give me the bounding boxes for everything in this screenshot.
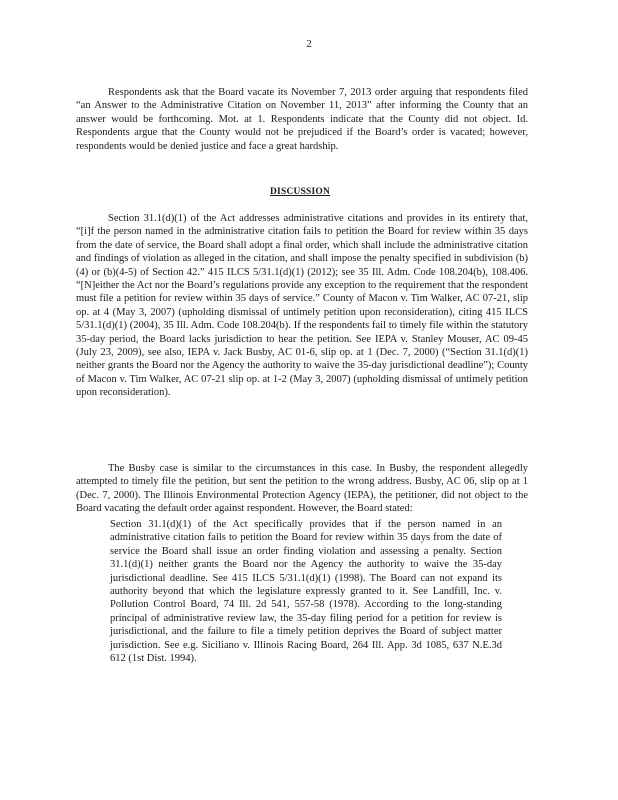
paragraph-busby-case: The Busby case is similar to the circumstances in this case. In Busby, the respondent allegedly attempted to timely file the petition, but sent the petition to the wrong address. Busby, AC 06, slip op at 1 (Dec. 7, 2000). The Illinois Environmental Protection Agency (IEPA), the petitioner, did not object to the Board vacating the default order against respondent. However, the Board stated: bbox=[76, 463, 528, 515]
paragraph-section-31-1: Section 31.1(d)(1) of the Act addresses administrative citations and provides in its entirety that, “[i]f the person named in the administrative citation fails to petition the Board for review within 35 days from the date of service, the Board shall adopt a final order, which shall include the administrative citation and findings of violation as alleged in the citation, and shall impose the penalty specified in subdivision (b)(4) or (b)(4-5) of Section 42.” 415 ILCS 5/31.1(d)(1) (2012); see 35 Ill. Adm. Code 108.204(b), 108.406. “[N]either the Act nor the Board’s regulations provide any exception to the requirement that the respondent must file a petition for review within 35 days of service.” County of Macon v. Tim Walker, AC 07-21, slip op. at 4 (May 3, 2007) (upholding dismissal of untimely petition upon reconsideration), citing 415 ILCS 5/31.1(d)(1) (2004), 35 Ill. Adm. Code 108.204(b). If the respondents fail to timely file within the statutory 35-day period, the Board lacks jurisdiction to hear the petition. See IEPA v. Stanley Mouser, AC 09-45 (July 23, 2009), see also, IEPA v. Jack Busby, AC 01-6, slip op. at 1 (Dec. 7, 2000) (“Section 31.1(d)(1) neither grants the Board nor the Agency the authority to waive the 35-day jurisdictional deadline”); County of Macon v. Tim Walker, AC 07-21 slip op. at 1-2 (May 3, 2007) (upholding dismissal of untimely petition upon reconsideration). bbox=[76, 213, 528, 399]
section-heading-discussion: DISCUSSION bbox=[270, 187, 331, 197]
block-quote-board-statement: Section 31.1(d)(1) of the Act specifically provides that if the person named in an administrative citation fails to petition the Board for review within 35 days from the date of service the Board shall issue an order finding violation and assessing a penalty. Section 31.1(d)(1) neither grants the Board nor the Agency the authority to waive the 35-day jurisdictional deadline. See 415 ILCS 5/31.1(d)(1) (1998). The Board can not expand its authority beyond that which the legislature expressly granted to it. See Landfill, Inc. v. Pollution Control Board, 74 Ill. 2d 541, 557-58 (1978). According to the long-standing principal of administrative review law, the 35-day filing period for a petition for review is jurisdictional, and the failure to file a timely petition deprives the Board of subject matter jurisdiction. See e.g. Siciliano v. Illinois Racing Board, 264 Ill. App. 3d 1085, 637 N.E.3d 612 (1st Dist. 1994). bbox=[110, 519, 502, 665]
paragraph-respondents-motion: Respondents ask that the Board vacate its November 7, 2013 order arguing that respondents filed “an Answer to the Administrative Citation on November 11, 2013” after informing the County that an answer would be forthcoming. Mot. at 1. Respondents indicate that the County did not object. Id. Respondents argue that the County would not be prejudiced if the Board’s order is vacated; however, respondents would be denied justice and face a great hardship. bbox=[76, 87, 528, 152]
page-number: 2 bbox=[306, 38, 312, 50]
